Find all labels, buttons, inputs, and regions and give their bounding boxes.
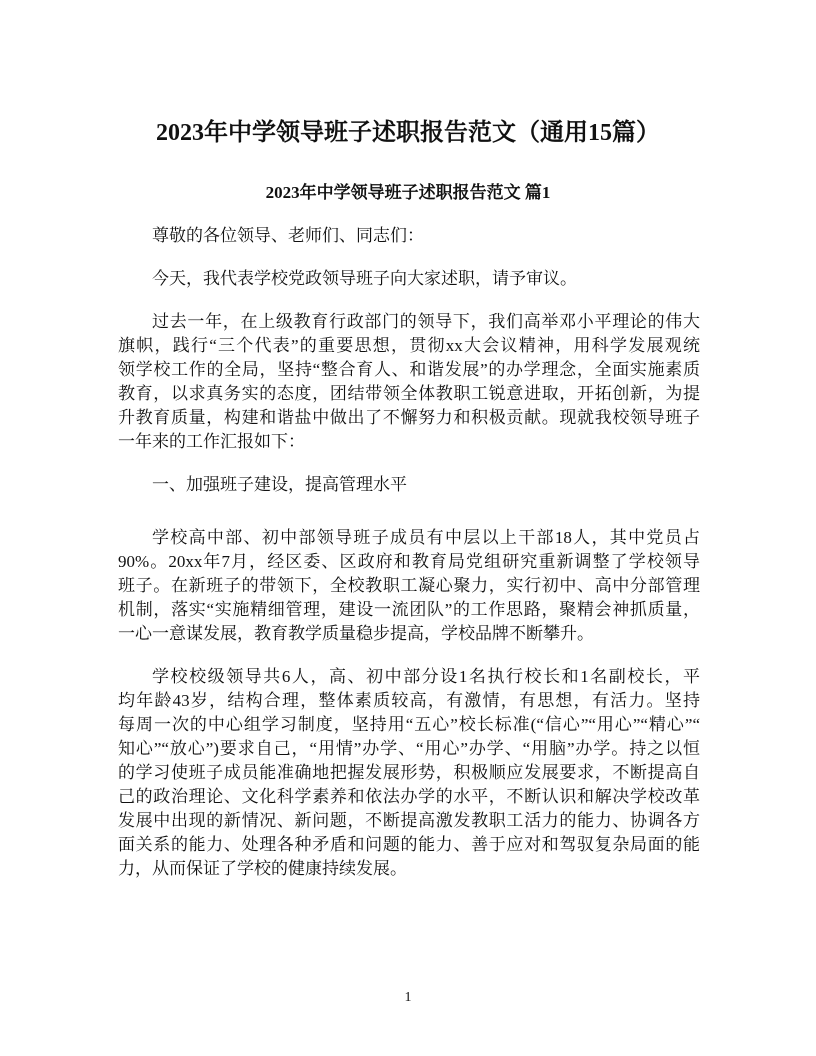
text-line: 班子。在新班子的带领下，全校教职工凝心聚力，实行初中、高中分部管理 (118, 576, 700, 595)
section-title: 2023年中学领导班子述职报告范文 篇1 (265, 183, 551, 202)
text-line: 学校高中部、初中部领导班子成员有中层以上干部18人，其中党员占 (152, 528, 700, 547)
paragraph (118, 224, 700, 248)
text-line: 一心一意谋发展，教育教学质量稳步提高，学校品牌不断攀升。 (118, 624, 594, 643)
text-line: 学校校级领导共6人，高、初中部分设1名执行校长和1名副校长，平 (152, 667, 700, 686)
text-line: 领学校工作的全局，坚持“整合育人、和谐发展”的办学理念，全面实施素质 (118, 360, 700, 379)
text-line: 过去一年，在上级教育行政部门的领导下，我们高举邓小平理论的伟大 (152, 312, 700, 331)
paragraph (118, 310, 700, 454)
document-body (118, 224, 700, 900)
text-line: 均年龄43岁，结构合理，整体素质较高，有激情，有思想，有活力。坚持 (118, 691, 700, 710)
paragraph (118, 267, 700, 291)
text-line: 每周一次的中心组学习制度，坚持用“五心”校长标准(“信心”“用心”“精心”“ (118, 715, 700, 734)
paragraph (118, 526, 700, 646)
text-line: 力，从而保证了学校的健康持续发展。 (118, 859, 407, 878)
text-line: 的学习使班子成员能准确地把握发展形势，积极顺应发展要求，不断提高自 (118, 763, 700, 782)
section-heading (118, 473, 700, 497)
text-line: 旗帜，践行“三个代表”的重要思想，贯彻xx大会议精神，用科学发展观统 (118, 336, 700, 355)
page-number: 1 (404, 990, 412, 1005)
text-line: 一年来的工作汇报如下： (118, 432, 305, 451)
text-line: 一、加强班子建设，提高管理水平 (152, 475, 407, 494)
document-title: 2023年中学领导班子述职报告范文（通用15篇） (156, 120, 660, 146)
text-line: 己的政治理论、文化科学素养和依法办学的水平，不断认识和解决学校改革 (118, 787, 700, 806)
text-line: 机制，落实“实施精细管理，建设一流团队”的工作思路，聚精会神抓质量， (118, 600, 700, 619)
text-line: 尊敬的各位领导、老师们、同志们： (152, 226, 424, 245)
text-line: 教育，以求真务实的态度，团结带领全体教职工锐意进取，开拓创新，为提 (118, 384, 700, 403)
text-line: 90%。20xx年7月，经区委、区政府和教育局党组研究重新调整了学校领导 (118, 552, 700, 571)
text-line: 升教育质量，构建和谐盐中做出了不懈努力和积极贡献。现就我校领导班子 (118, 408, 700, 427)
paragraph (118, 665, 700, 881)
text-line: 发展中出现的新情况、新问题，不断提高激发教职工活力的能力、协调各方 (118, 811, 700, 830)
text-line: 知心”“放心”)要求自己，“用情”办学、“用心”办学、“用脑”办学。持之以恒 (118, 739, 700, 758)
text-line: 今天，我代表学校党政领导班子向大家述职，请予审议。 (152, 269, 577, 288)
text-line: 面关系的能力、处理各种矛盾和问题的能力、善于应对和驾驭复杂局面的能 (118, 835, 700, 854)
